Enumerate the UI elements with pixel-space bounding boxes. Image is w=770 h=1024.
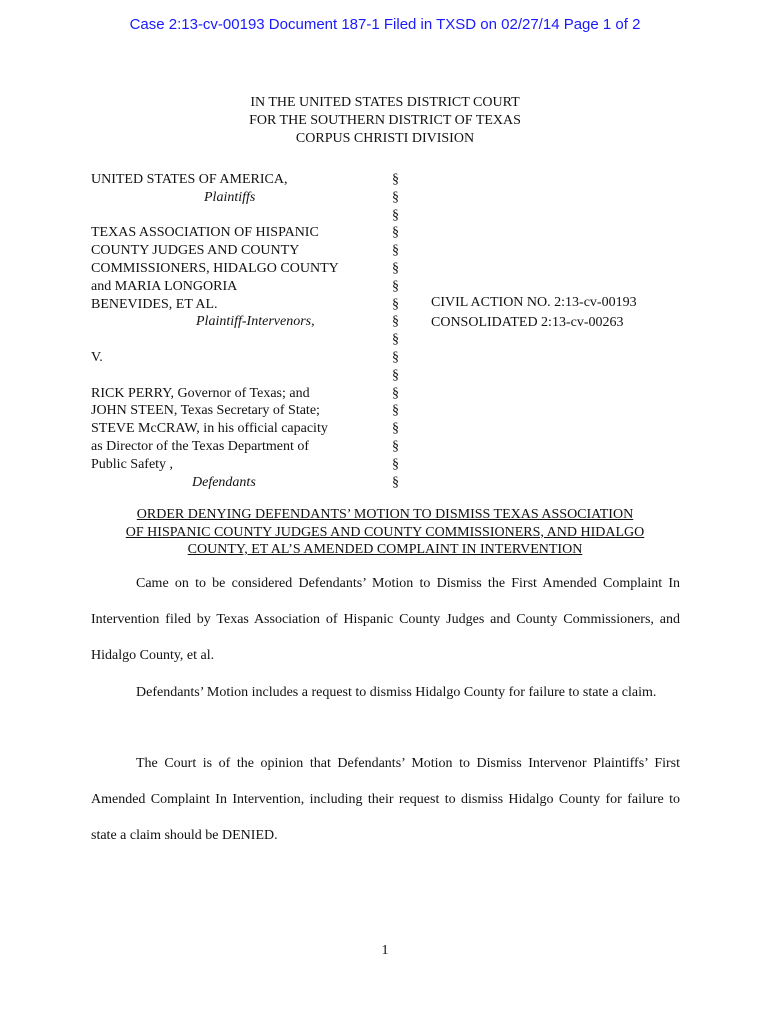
section-mark: §	[392, 225, 399, 241]
consolidated-number: CONSOLIDATED 2:13-cv-00263	[431, 315, 624, 330]
spacer	[91, 207, 391, 225]
body-paragraph	[91, 566, 680, 674]
intervenor-line: BENEVIDES, ET AL.	[91, 296, 218, 312]
body-paragraph	[91, 746, 680, 854]
section-mark: §	[392, 243, 399, 259]
versus: V.	[91, 349, 103, 365]
defendant-line: Public Safety ,	[91, 456, 174, 472]
defendant-line: as Director of the Texas Department of	[91, 438, 310, 454]
defendant-line: JOHN STEEN, Texas Secretary of State;	[91, 403, 320, 419]
section-mark: §	[392, 278, 399, 294]
intervenor-line: and MARIA LONGORIA	[91, 278, 238, 294]
section-mark: §	[392, 189, 399, 205]
section-mark: §	[392, 421, 399, 437]
filing-stamp: Case 2:13-cv-00193 Document 187-1 Filed in TXSD on 02/27/14 Page 1 of 2	[129, 16, 641, 33]
section-mark: §	[392, 260, 399, 276]
spacer	[91, 367, 391, 385]
case-caption	[91, 171, 391, 491]
paragraph-text: Defendants’ Motion includes a request to dismiss Hidalgo County for failure to state a claim.	[136, 685, 657, 700]
section-mark: §	[392, 314, 399, 330]
order-title	[80, 506, 690, 559]
court-heading-line: IN THE UNITED STATES DISTRICT COURT	[250, 95, 520, 110]
civil-action-number: CIVIL ACTION NO. 2:13-cv-00193	[431, 295, 637, 310]
section-mark: §	[392, 474, 399, 490]
order-title-line: ORDER DENYING DEFENDANTS’ MOTION TO DISMISS TEXAS ASSOCIATION	[136, 507, 634, 522]
section-mark: §	[392, 172, 399, 187]
page-number: 1	[381, 943, 389, 958]
section-mark: §	[392, 296, 399, 312]
paragraph-text: The Court is of the opinion that Defendants’ Motion to Dismiss Intervenor Plaintiffs’ First Amended Complaint In Intervention, including their request to dismiss Hidalgo County for failure to state a claim should be DENIED.	[91, 756, 680, 843]
section-mark: §	[392, 207, 399, 223]
section-mark: §	[392, 438, 399, 454]
section-mark: §	[392, 385, 399, 401]
section-mark: §	[392, 332, 399, 348]
spacer	[91, 331, 391, 349]
order-title-line: OF HISPANIC COUNTY JUDGES AND COUNTY COMMISSIONERS, AND HIDALGO	[125, 524, 645, 540]
intervenor-line: COUNTY JUDGES AND COUNTY	[91, 243, 300, 259]
defendant-line: STEVE McCRAW, in his official capacity	[91, 421, 328, 437]
defendant-role: Defendants	[192, 474, 256, 490]
section-mark: §	[392, 403, 399, 419]
section-mark: §	[392, 456, 399, 472]
plaintiff-role: Plaintiffs	[204, 189, 256, 205]
court-heading-line: FOR THE SOUTHERN DISTRICT OF TEXAS	[249, 113, 521, 128]
section-mark-column	[392, 171, 406, 491]
body-paragraph	[91, 675, 680, 711]
section-mark: §	[392, 349, 399, 365]
section-mark: §	[392, 367, 399, 383]
intervenor-role: Plaintiff-Intervenors,	[196, 314, 315, 330]
court-heading-line: CORPUS CHRISTI DIVISION	[295, 131, 475, 146]
defendant-line: RICK PERRY, Governor of Texas; and	[91, 385, 310, 401]
plaintiff-name: UNITED STATES OF AMERICA,	[91, 172, 288, 187]
order-title-line: COUNTY, ET AL’S AMENDED COMPLAINT IN INTERVENTION	[187, 542, 583, 557]
civil-action-block	[431, 293, 637, 333]
intervenor-line: TEXAS ASSOCIATION OF HISPANIC	[91, 225, 319, 241]
paragraph-text: Came on to be considered Defendants’ Motion to Dismiss the First Amended Complaint In Intervention filed by Texas Association of Hispanic County Judges and County Commissioners, and Hidalgo County, et al.	[91, 576, 680, 663]
court-heading	[0, 94, 770, 148]
intervenor-line: COMMISSIONERS, HIDALGO COUNTY	[91, 260, 339, 276]
